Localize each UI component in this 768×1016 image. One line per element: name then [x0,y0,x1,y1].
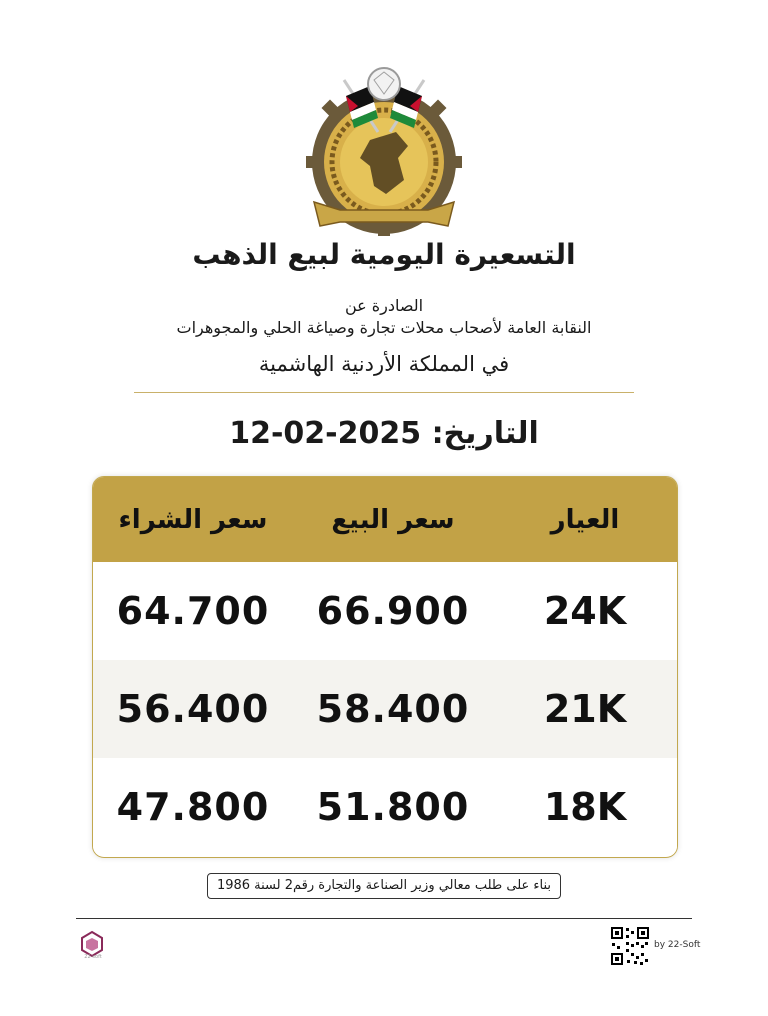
karat-cell: 24K [543,589,627,633]
brand-caption: 22-soft [84,954,102,960]
jewelers-union-emblem-icon [300,62,468,242]
date-label: التاريخ: [431,416,539,451]
header-divider [134,392,634,393]
price-table [92,476,678,858]
header-sell-price: سعر البيع [331,504,455,535]
sell-price-cell: 66.900 [316,589,470,633]
header-buy-price: سعر الشراء [118,504,268,535]
ministerial-note: بناء على طلب معالي وزير الصناعة والتجارة رقم2 لسنة 1986 [207,873,561,899]
kingdom-name: في المملكة الأردنية الهاشمية [258,352,510,376]
buy-price-cell: 56.400 [116,687,270,731]
date-value: 12-02-2025 [229,416,422,451]
table-row [93,562,677,660]
sell-price-cell: 58.400 [316,687,470,731]
buy-price-cell: 47.800 [116,785,270,829]
date-line [0,416,768,451]
karat-cell: 18K [543,785,627,829]
header-karat: العيار [550,504,620,535]
footer-divider [76,918,692,919]
issued-by-label: الصادرة عن [344,296,424,315]
footer-byline: by 22-Soft [654,940,701,950]
sell-price-cell: 51.800 [316,785,470,829]
qr-code-icon[interactable] [610,926,650,966]
page-title: التسعيرة اليومية لبيع الذهب [192,238,576,271]
table-row [93,660,677,758]
organization-name: النقابة العامة لأصحاب محلات تجارة وصياغة الحلي والمجوهرات [176,318,592,337]
table-row [93,758,677,856]
table-header [93,477,677,562]
karat-cell: 21K [543,687,627,731]
buy-price-cell: 64.700 [116,589,270,633]
